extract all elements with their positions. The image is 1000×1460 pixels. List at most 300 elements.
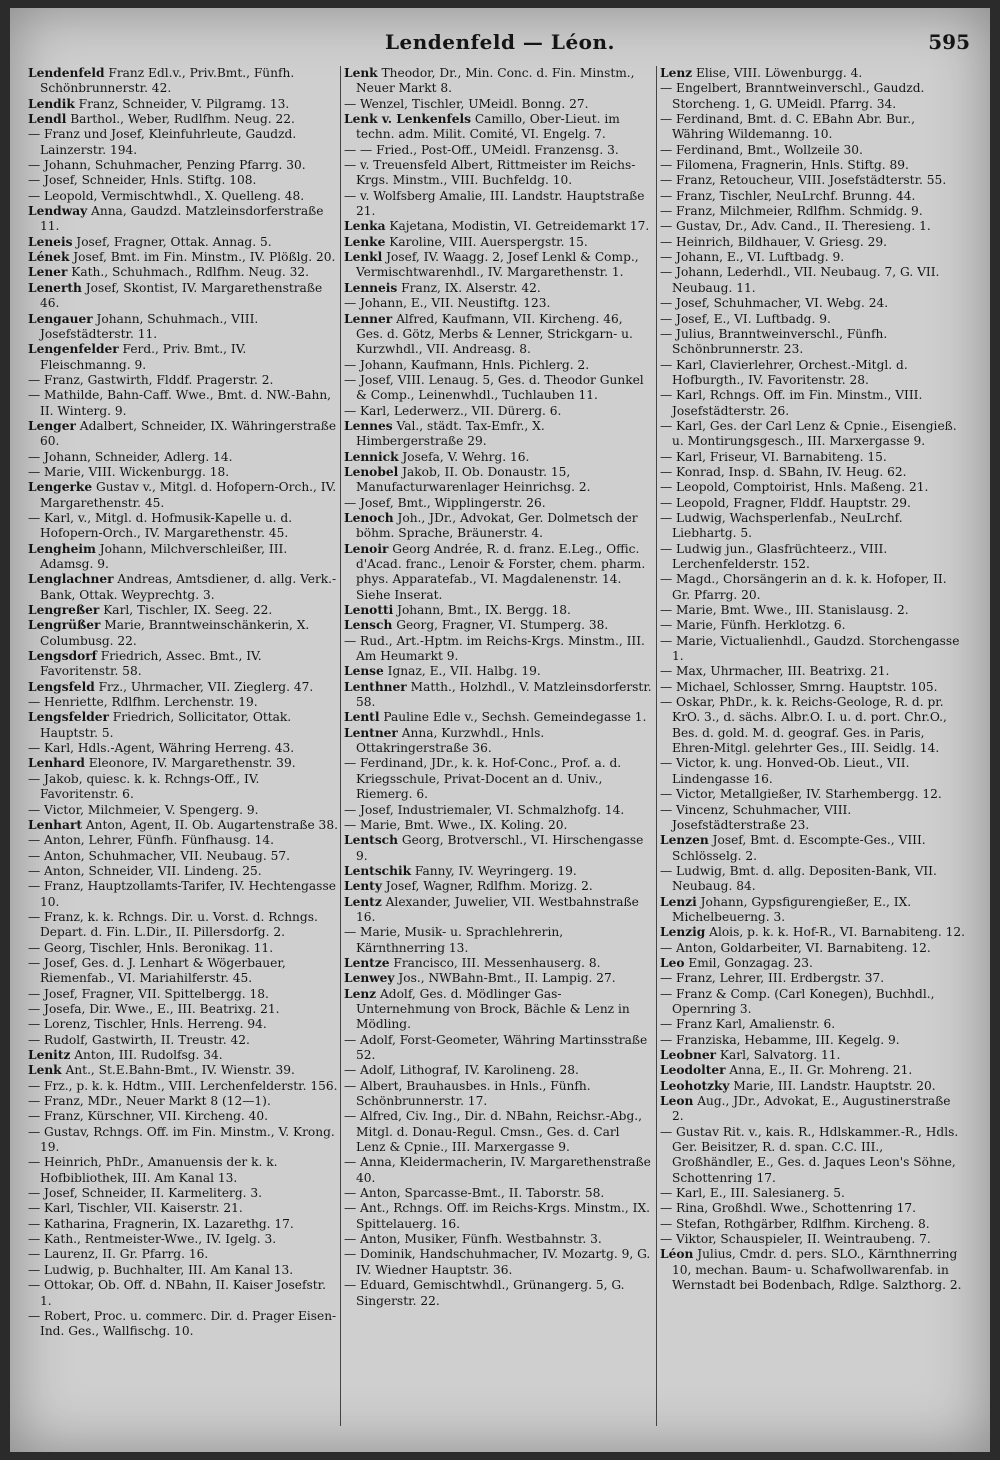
directory-entry — [660, 312, 966, 327]
directory-entry — [660, 971, 966, 986]
entry-details: — Michael, Schlosser, Smrng. Hauptstr. 105. — [660, 679, 938, 694]
entry-details: Fanny, IV. Weyringerg. 19. — [411, 863, 577, 878]
entry-details: — Laurenz, II. Gr. Pfarrg. 16. — [28, 1247, 209, 1262]
directory-entry — [344, 373, 652, 404]
entry-details: — Anton, Goldarbeiter, VI. Barnabiteng. 12. — [660, 940, 931, 955]
entry-details: — Karl, Ges. der Carl Lenz & Cpnie., Eisengieß. u. Montirungsgesch., III. Marxergasse 9. — [660, 418, 957, 449]
entry-details: Adolf, Ges. d. Mödlinger Gas-Unternehmung von Brock, Bächle & Lenz in Mödling. — [356, 986, 630, 1032]
directory-entry — [344, 1232, 652, 1247]
entry-details: — Karl, Tischler, VII. Kaiserstr. 21. — [28, 1201, 243, 1216]
directory-entry — [660, 925, 966, 940]
directory-entry — [28, 1263, 338, 1278]
directory-entry — [344, 603, 652, 618]
entry-details: — Ludwig, Bmt. d. allg. Depositen-Bank, VII. Neubaug. 84. — [660, 863, 937, 894]
entry-details: — Franz, k. k. Rchngs. Dir. u. Vorst. d. Rchngs. Depart. d. Fin. L.Dir., II. Pillersdorfg. 2. — [28, 909, 318, 940]
entry-surname: Lengsdorf — [28, 649, 97, 664]
entry-surname: Lenka — [344, 219, 386, 234]
directory-entry — [344, 496, 652, 511]
entry-details: — Josefa, Dir. Wwe., E., III. Beatrixg. 21. — [28, 1001, 280, 1016]
directory-entry — [660, 618, 966, 633]
entry-details: — Albert, Brauhausbes. in Hnls., Fünfh. Schönbrunnerstr. 17. — [344, 1078, 591, 1109]
entry-surname: Léon — [660, 1247, 694, 1262]
directory-entry — [344, 511, 652, 542]
entry-details: — Karl, Rchngs. Off. im Fin. Minstm., VIII. Josefstädterstr. 26. — [660, 388, 923, 418]
directory-entry — [344, 726, 652, 757]
directory-entry — [344, 450, 652, 465]
entry-surname: Lendenfeld — [28, 66, 105, 80]
entry-details: — Josef, Schneider, II. Karmeliterg. 3. — [28, 1186, 263, 1201]
entry-details: — Georg, Tischler, Hnls. Beronikag. 11. — [28, 940, 274, 955]
directory-entry — [28, 511, 338, 542]
directory-entry — [28, 112, 338, 127]
entry-surname: Lenneis — [344, 280, 398, 295]
entry-details: Johann, Gypsfigurengießer, E., IX. Michelbeuerng. 3. — [672, 894, 912, 924]
directory-entry — [344, 143, 652, 158]
entry-details: — Franz & Comp. (Carl Konegen), Buchhdl., Opernring 3. — [660, 986, 935, 1016]
directory-entry — [28, 1002, 338, 1017]
entry-details: Josef, Bmt. im Fin. Minstm., IV. Plößlg. 20. — [69, 250, 336, 265]
directory-entry — [344, 680, 652, 711]
directory-entry — [660, 941, 966, 956]
entry-details: Anton, III. Rudolfsg. 34. — [70, 1048, 223, 1062]
column-2 — [344, 66, 652, 1426]
directory-entry — [660, 680, 966, 695]
directory-entry — [660, 542, 966, 573]
entry-details: — Karl, Clavierlehrer, Orchest.-Mitgl. d. Hofburgth., IV. Favoritenstr. 28. — [660, 357, 908, 387]
entry-details: Barthol., Weber, Rudlfhm. Neug. 22. — [66, 112, 295, 127]
directory-entry — [344, 1109, 652, 1155]
directory-entry — [28, 772, 338, 803]
entry-details: — Anna, Kleidermacherin, IV. Margarethenstraße 40. — [344, 1155, 651, 1185]
directory-entry — [344, 189, 652, 220]
directory-entry — [660, 803, 966, 834]
entry-details: — Leopold, Comptoirist, Hnls. Maßeng. 21. — [660, 480, 929, 495]
entry-details: — Franz, MDr., Neuer Markt 8 (12—1). — [28, 1094, 271, 1109]
directory-entry — [344, 879, 652, 894]
entry-surname: Lenk — [344, 66, 378, 80]
directory-entry — [660, 664, 966, 679]
entry-surname: Lenhart — [28, 817, 82, 832]
directory-entry — [28, 250, 338, 265]
entry-surname: Lenotti — [344, 603, 394, 618]
entry-details: — Victor, Metallgießer, IV. Starhembergg. 12. — [660, 787, 942, 802]
directory-entry — [660, 695, 966, 756]
entry-details: — Karl, Hdls.-Agent, Währing Herreng. 43. — [28, 741, 295, 756]
entry-details: — Marie, Fünfh. Herklotzg. 6. — [660, 618, 846, 633]
directory-entry — [344, 1278, 652, 1309]
directory-entry — [28, 1109, 338, 1124]
directory-entry — [344, 296, 652, 311]
entry-details: Jakob, II. Ob. Donaustr. 15, Manufacturwarenlager Heinrichsg. 2. — [356, 464, 591, 495]
entry-surname: Lengsfeld — [28, 679, 95, 694]
directory-entry — [28, 649, 338, 680]
entry-details: Alexander, Juwelier, VII. Westbahnstraße 16. — [356, 894, 639, 924]
entry-surname: Lenz — [344, 986, 377, 1001]
entry-surname: Leneis — [28, 234, 73, 249]
entry-surname: Lentschik — [344, 863, 412, 878]
directory-entry — [344, 956, 652, 971]
directory-entry — [28, 910, 338, 941]
entry-surname: Leo — [660, 955, 685, 970]
entry-surname: Lenerth — [28, 280, 82, 295]
entry-details: — Ferdinand, Bmt., Wollzeile 30. — [660, 142, 863, 157]
directory-entry — [28, 695, 338, 710]
directory-page — [10, 8, 990, 1452]
entry-details: Kajetana, Modistin, VI. Getreidemarkt 17. — [385, 219, 650, 234]
entry-details: — Jakob, quiesc. k. k. Rchngs-Off., IV. Favoritenstr. 6. — [28, 771, 260, 802]
entry-details: Anton, Agent, II. Ob. Augartenstraße 38. — [82, 817, 338, 832]
directory-entry — [660, 173, 966, 188]
entry-details: — Rud., Art.-Hptm. im Reichs-Krgs. Minstm., III. Am Heumarkt 9. — [344, 633, 645, 664]
entry-surname: Lenk — [28, 1063, 62, 1078]
entry-details: Andreas, Amtsdiener, d. allg. Verk.-Bank, Ottak. Weyprechtg. 3. — [40, 572, 337, 602]
entry-details: — Vincenz, Schuhmacher, VIII. Josefstädterstraße 23. — [660, 802, 852, 832]
entry-surname: Lendway — [28, 204, 88, 219]
entry-surname: Lenty — [344, 879, 382, 894]
entry-details: — Franz, Retoucheur, VIII. Josefstädterstr. 55. — [660, 173, 947, 188]
entry-details: — Karl, Lederwerz., VII. Dürerg. 6. — [344, 403, 562, 418]
directory-entry — [28, 879, 338, 910]
entry-details: Anna, Kurzwhdl., Hnls. Ottakringerstraße 36. — [356, 725, 545, 756]
directory-entry — [28, 235, 338, 250]
entry-details: Aug., JDr., Advokat, E., Augustinerstraße 2. — [672, 1094, 951, 1124]
entry-details: Georg Andrée, R. d. franz. E.Leg., Offic. d'Acad. franc., Lenoir & Forster, chem. pharm. phys. Apparatefab., VI. Magdalenenstr. 14. Siehe Inserat. — [356, 541, 646, 602]
directory-entry — [344, 235, 652, 250]
directory-entry — [660, 265, 966, 296]
column-1 — [28, 66, 338, 1426]
entry-details: — Filomena, Fragnerin, Hnls. Stiftg. 89. — [660, 158, 909, 173]
entry-details: — Franz, Milchmeier, Rdlfhm. Schmidg. 9. — [660, 204, 923, 219]
directory-entry — [28, 127, 338, 158]
entry-details: Johann, Milchverschleißer, III. Adamsg. 9. — [40, 541, 288, 571]
directory-entry — [660, 1048, 966, 1063]
entry-details: — Engelbert, Branntweinverschl., Gaudzd. Storcheng. 1, G. UMeidl. Pfarrg. 34. — [660, 81, 925, 111]
entry-details: Julius, Cmdr. d. pers. SLO., Kärnthnerring 10, mechan. Baum- u. Schafwollwarenfab. in Wernstadt bei Bodenbach, Rdlge. Salzthorg. 2. — [672, 1247, 962, 1293]
directory-entry — [28, 1079, 338, 1094]
entry-details: — Franz, Lehrer, III. Erdbergstr. 37. — [660, 971, 885, 986]
directory-entry — [28, 1017, 338, 1032]
entry-details: — Dominik, Handschuhmacher, IV. Mozartg. 9, G. IV. Wiedner Hauptstr. 36. — [344, 1247, 651, 1277]
entry-details: Alois, p. k. k. Hof-R., VI. Barnabiteng. 12. — [705, 925, 965, 940]
directory-entry — [28, 173, 338, 188]
entry-details: — Gustav, Dr., Adv. Cand., II. Theresieng. 1. — [660, 219, 931, 234]
entry-details: — Franziska, Hebamme, III. Kegelg. 9. — [660, 1032, 900, 1047]
directory-entry — [344, 219, 652, 234]
entry-details: — Frz., p. k. k. Hdtm., VIII. Lerchenfelderstr. 156. — [28, 1078, 338, 1093]
directory-entry — [344, 250, 652, 281]
directory-entry — [660, 112, 966, 143]
directory-entry — [28, 450, 338, 465]
directory-entry — [660, 1201, 966, 1216]
directory-entry — [660, 250, 966, 265]
directory-entry — [28, 465, 338, 480]
page-number: 595 — [928, 30, 970, 54]
entry-details: Alfred, Kaufmann, VII. Kircheng. 46, Ges. d. Götz, Merbs & Lenner, Strickgarn- u. Kurzwhdl., VII. Andreasg. 8. — [356, 311, 633, 357]
running-title: Lendenfeld — Léon. — [384, 30, 616, 54]
directory-entry — [660, 1247, 966, 1293]
directory-entry — [660, 1063, 966, 1078]
entry-details: Francisco, III. Messenhauserg. 8. — [389, 955, 601, 970]
entry-details: — Stefan, Rothgärber, Rdlfhm. Kircheng. 8. — [660, 1216, 930, 1231]
directory-entry — [28, 803, 338, 818]
entry-surname: Leobner — [660, 1048, 717, 1062]
entry-details: — Katharina, Fragnerin, IX. Lazarethg. 17. — [28, 1216, 294, 1231]
directory-entry — [28, 204, 338, 235]
entry-details: — Adolf, Forst-Geometer, Währing Martinsstraße 52. — [344, 1032, 648, 1062]
entry-details: — Anton, Lehrer, Fünfh. Fünfhausg. 14. — [28, 833, 275, 848]
entry-details: Eleonore, IV. Margarethenstr. 39. — [84, 756, 296, 771]
entry-details: — Josef, Ges. d. J. Lenhart & Wögerbauer, Riemenfab., VI. Mariahilferstr. 45. — [28, 955, 286, 986]
entry-details: Friedrich, Assec. Bmt., IV. Favoritenstr. 58. — [40, 649, 262, 679]
entry-details: — Josef, VIII. Lenaug. 5, Ges. d. Theodor Gunkel & Comp., Leinenwhdl., Tuchlauben 11. — [344, 372, 644, 403]
column-divider — [656, 66, 657, 1426]
directory-entry — [344, 803, 652, 818]
directory-entry — [344, 281, 652, 296]
directory-entry — [28, 849, 338, 864]
directory-entry — [28, 342, 338, 373]
directory-entry — [344, 419, 652, 450]
entry-details: Matth., Holzhdl., V. Matzleinsdorferstr. 58. — [356, 679, 652, 710]
directory-entry — [28, 710, 338, 741]
entry-details: Georg, Brotverschl., VI. Hirschengasse 9. — [356, 833, 644, 863]
entry-details: — Ferdinand, Bmt. d. C. EBahn Abr. Bur., Währing Wildemanng. 10. — [660, 112, 916, 142]
entry-details: — Gustav, Rchngs. Off. im Fin. Minstm., V. Krong. 19. — [28, 1124, 335, 1155]
entry-surname: Lenwey — [344, 971, 395, 986]
entry-surname: Lentze — [344, 955, 390, 970]
directory-entry — [28, 1247, 338, 1262]
entry-details: Ignaz, E., VII. Halbg. 19. — [383, 664, 541, 679]
directory-entry — [28, 741, 338, 756]
entry-details: — Johann, Kaufmann, Hnls. Pichlerg. 2. — [344, 357, 590, 372]
directory-entry — [344, 97, 652, 112]
directory-entry — [344, 710, 652, 725]
directory-entry — [344, 925, 652, 956]
entry-details: — Heinrich, Bildhauer, V. Griesg. 29. — [660, 234, 888, 249]
entry-details: Franz, IX. Alserstr. 42. — [397, 280, 541, 295]
page-header — [10, 30, 990, 60]
entry-details: Frz., Uhrmacher, VII. Zieglerg. 47. — [94, 679, 314, 694]
entry-details: Emil, Gonzagag. 23. — [684, 955, 813, 970]
entry-surname: Lenhard — [28, 756, 85, 771]
entry-details: — Viktor, Schauspieler, II. Weintraubeng. 7. — [660, 1232, 931, 1247]
entry-details: — Ant., Rchngs. Off. im Reichs-Krgs. Minstm., IX. Spittelauerg. 16. — [344, 1201, 651, 1231]
entry-details: — Marie, Bmt. Wwe., III. Stanislausg. 2. — [660, 603, 909, 618]
entry-details: — Marie, Musik- u. Sprachlehrerin, Kärnthnerring 13. — [344, 925, 564, 955]
entry-details: — Johann, Schneider, Adlerg. 14. — [28, 449, 233, 464]
directory-entry — [344, 1247, 652, 1278]
directory-entry — [28, 1125, 338, 1156]
directory-entry — [28, 956, 338, 987]
entry-surname: Lentl — [344, 710, 380, 725]
entry-details: — Josef, Schneider, Hnls. Stiftg. 108. — [28, 173, 257, 188]
directory-entry — [660, 1079, 966, 1094]
entry-surname: Lennes — [344, 418, 393, 433]
directory-entry — [28, 818, 338, 833]
directory-entry — [28, 1232, 338, 1247]
entry-surname: Leon — [660, 1094, 694, 1109]
entry-surname: Lenz — [660, 66, 693, 80]
directory-entry — [660, 158, 966, 173]
directory-entry — [660, 1094, 966, 1125]
directory-entry — [28, 618, 338, 649]
directory-entry — [28, 480, 338, 511]
directory-entry — [344, 664, 652, 679]
directory-entry — [344, 1155, 652, 1186]
entry-surname: Lentsch — [344, 833, 398, 848]
entry-details: — Victor, Milchmeier, V. Spengerg. 9. — [28, 802, 259, 817]
directory-entry — [660, 1017, 966, 1032]
entry-details: Johann, Bmt., IX. Bergg. 18. — [393, 603, 571, 618]
directory-entry — [28, 603, 338, 618]
entry-details: Johann, Schuhmach., VIII. Josefstädterstr. 11. — [40, 311, 259, 341]
directory-entry — [28, 1048, 338, 1063]
entry-details: — Eduard, Gemischtwhdl., Grünangerg. 5, G. Singerstr. 22. — [344, 1278, 625, 1308]
entry-details: — Gustav Rit. v., kais. R., Hdlskammer.-R., Hdls. Ger. Beisitzer, R. d. span. C.C. III., Großhändler, E., Ges. d. Jaques Leon's Söhne, Schottenring 17. — [660, 1124, 959, 1185]
directory-entry — [344, 158, 652, 189]
directory-entry — [660, 1033, 966, 1048]
entry-details: — Julius, Branntweinverschl., Fünfh. Schönbrunnerstr. 23. — [660, 326, 888, 357]
entry-details: — Max, Uhrmacher, III. Beatrixg. 21. — [660, 664, 890, 679]
entry-details: Josef, Skontist, IV. Margarethenstraße 46. — [40, 280, 323, 311]
directory-entry — [28, 388, 338, 419]
entry-details: Gustav v., Mitgl. d. Hofopern-Orch., IV. Margarethenstr. 45. — [40, 480, 337, 510]
entry-details: — Mathilde, Bahn-Caff. Wwe., Bmt. d. NW.-Bahn, II. Winterg. 9. — [28, 388, 332, 418]
entry-details: Theodor, Dr., Min. Conc. d. Fin. Minstm., Neuer Markt 8. — [356, 66, 635, 96]
entry-surname: Lengreßer — [28, 603, 100, 618]
directory-entry — [344, 1063, 652, 1078]
directory-entry — [28, 265, 338, 280]
entry-details: — Magd., Chorsängerin an d. k. k. Hofoper, II. Gr. Pfarrg. 20. — [660, 572, 947, 602]
directory-entry — [660, 296, 966, 311]
directory-entry — [660, 572, 966, 603]
directory-entry — [660, 756, 966, 787]
directory-entry — [28, 1033, 338, 1048]
entry-details: Karoline, VIII. Auerspergstr. 15. — [385, 234, 588, 249]
entry-details: — Johann, E., VI. Luftbadg. 9. — [660, 250, 845, 265]
entry-surname: Lentner — [344, 725, 398, 740]
directory-entry — [660, 496, 966, 511]
entry-details: — Ferdinand, JDr., k. k. Hof-Conc., Prof. a. d. Kriegsschule, Privat-Docent an d. Univ., Riemerg. 6. — [344, 756, 622, 802]
entry-details: — Anton, Musiker, Fünfh. Westbahnstr. 3. — [344, 1232, 602, 1247]
entry-details: — Anton, Schuhmacher, VII. Neubaug. 57. — [28, 848, 290, 863]
entry-details: — Oskar, PhDr., k. k. Reichs-Geologe, R. d. pr. KrO. 3., d. sächs. Albr.O. I. u. d. port. Chr.O., Bes. d. gold. M. d. geograf. Ges. in Paris, Ehren-Mitgl. gelehrter Ges., III. Seidlg. 14. — [660, 695, 947, 756]
entry-details: — Ludwig, p. Buchhalter, III. Am Kanal 13. — [28, 1262, 294, 1277]
directory-entry — [344, 833, 652, 864]
directory-entry — [660, 511, 966, 542]
entry-details: — Konrad, Insp. d. SBahn, IV. Heug. 62. — [660, 464, 907, 479]
entry-details: — Karl, E., III. Salesianerg. 5. — [660, 1186, 845, 1201]
entry-details: — Ottokar, Ob. Off. d. NBahn, II. Kaiser Josefstr. 1. — [28, 1278, 326, 1308]
directory-entry — [344, 864, 652, 879]
directory-entry — [28, 987, 338, 1002]
entry-details: Josefa, V. Wehrg. 16. — [398, 449, 530, 464]
entry-details: Camillo, Ober-Lieut. im techn. adm. Milit. Comité, VI. Engelg. 7. — [356, 112, 620, 142]
entry-details: — Anton, Schneider, VII. Lindeng. 25. — [28, 863, 262, 878]
entry-surname: Lendik — [28, 96, 75, 111]
entry-details: Ant., St.E.Bahn-Bmt., IV. Wienstr. 39. — [61, 1063, 295, 1078]
entry-details: — Josef, Fragner, VII. Spittelbergg. 18. — [28, 986, 269, 1001]
entry-details: — — Fried., Post-Off., UMeidl. Franzensg. 3. — [344, 142, 619, 157]
entry-details: — Victor, k. ung. Honved-Ob. Lieut., VII. Lindengasse 16. — [660, 756, 910, 786]
directory-entry — [28, 312, 338, 343]
entry-details: — Rina, Großhdl. Wwe., Schottenring 17. — [660, 1201, 916, 1216]
directory-entry — [344, 618, 652, 633]
directory-entry — [660, 189, 966, 204]
directory-entry — [660, 895, 966, 926]
directory-entry — [660, 235, 966, 250]
entry-details: — Lorenz, Tischler, Hnls. Herreng. 94. — [28, 1017, 267, 1032]
entry-details: Ferd., Priv. Bmt., IV. Fleischmanng. 9. — [40, 342, 247, 372]
directory-entry — [28, 833, 338, 848]
entry-details: — Marie, Victualienhdl., Gaudzd. Storchengasse 1. — [660, 633, 960, 664]
directory-entry — [28, 941, 338, 956]
directory-entry — [344, 1186, 652, 1201]
entry-details: Josef, Wagner, Rdlfhm. Morizg. 2. — [381, 879, 593, 894]
entry-details: — Franz, Kürschner, VII. Kircheng. 40. — [28, 1109, 269, 1124]
entry-details: Joh., JDr., Advokat, Ger. Dolmetsch der böhm. Sprache, Bräunerstr. 4. — [356, 510, 638, 541]
directory-entry — [344, 358, 652, 373]
directory-entry — [660, 81, 966, 112]
entry-surname: Lengheim — [28, 541, 96, 556]
entry-details: — Leopold, Vermischtwhdl., X. Quelleng. 48. — [28, 188, 305, 203]
directory-entry — [660, 787, 966, 802]
entry-surname: Lener — [28, 265, 68, 280]
entry-details: — Josef, Industriemaler, VI. Schmalzhofg. 14. — [344, 802, 625, 817]
entry-surname: Lense — [344, 664, 384, 679]
directory-entry — [344, 404, 652, 419]
entry-details: Josef, Fragner, Ottak. Annag. 5. — [72, 234, 272, 249]
entry-surname: Lenoir — [344, 541, 389, 556]
directory-entry — [28, 189, 338, 204]
entry-details: — Josef, E., VI. Luftbadg. 9. — [660, 311, 831, 326]
directory-entry — [344, 1201, 652, 1232]
directory-entry — [660, 143, 966, 158]
directory-entry — [660, 419, 966, 450]
directory-entry — [28, 864, 338, 879]
directory-entry — [344, 818, 652, 833]
directory-entry — [344, 465, 652, 496]
directory-entry — [28, 542, 338, 573]
entry-surname: Lenke — [344, 234, 386, 249]
column-divider — [340, 66, 341, 1426]
directory-entry — [660, 634, 966, 665]
directory-entry — [660, 480, 966, 495]
entry-surname: Lenthner — [344, 679, 407, 694]
directory-entry — [28, 1309, 338, 1340]
entry-details: Elise, VIII. Löwenburgg. 4. — [692, 66, 863, 80]
entry-surname: Lenkl — [344, 250, 383, 265]
entry-surname: Lenglachner — [28, 572, 114, 587]
entry-details: — Karl, v., Mitgl. d. Hofmusik-Kapelle u. d. Hofopern-Orch., IV. Margarethenstr. 45. — [28, 510, 293, 541]
directory-entry — [28, 1278, 338, 1309]
entry-surname: Leodolter — [660, 1063, 726, 1078]
directory-entry — [660, 987, 966, 1018]
entry-details: Anna, Gaudzd. Matzleinsdorferstraße 11. — [40, 204, 324, 234]
directory-entry — [344, 895, 652, 926]
directory-entry — [344, 66, 652, 97]
directory-entry — [28, 572, 338, 603]
entry-surname: Lengerke — [28, 480, 93, 495]
directory-entry — [344, 312, 652, 358]
entry-surname: Lenitz — [28, 1048, 71, 1062]
entry-details: — Anton, Sparcasse-Bmt., II. Taborstr. 58. — [344, 1186, 605, 1201]
entry-details: — Ludwig, Wachsperlenfab., NeuLrchf. Liebhartg. 5. — [660, 510, 903, 541]
entry-details: — Josef, Bmt., Wipplingerstr. 26. — [344, 495, 546, 510]
directory-entry — [660, 1125, 966, 1186]
entry-details: — Karl, Friseur, VI. Barnabiteng. 15. — [660, 449, 887, 464]
directory-entry — [660, 450, 966, 465]
directory-entry — [28, 419, 338, 450]
